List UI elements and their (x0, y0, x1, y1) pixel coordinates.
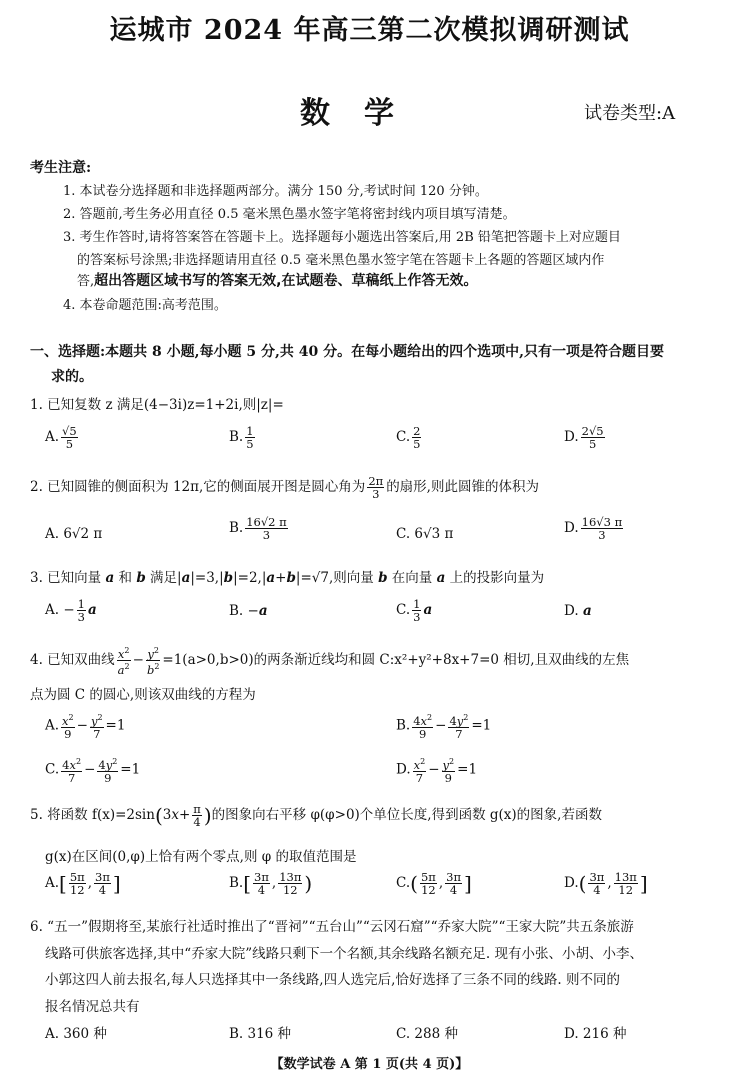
notice-item-4: 4. 本卷命题范围:高考范围。 (63, 298, 227, 313)
section-heading-line-2: 求的。 (51, 369, 93, 385)
q3-option-c-fraction: $\frac{1}{3}$ (413, 597, 421, 624)
q6-option-c: C. 288 种 (396, 1026, 458, 1042)
q5-d-frac-1: $\frac{3\pi}{4}$ (589, 870, 605, 897)
question-6-line-4: 报名情况总共有 (45, 999, 140, 1015)
q1-option-c: C. $\frac{2}{5}$ (396, 424, 421, 451)
q4-text-a: 4. 已知双曲线 (30, 651, 115, 668)
q3-option-a: A. − $\frac{1}{3}$ a (45, 597, 97, 624)
question-3: 3. 已知向量 a 和 b 满足|a|=3,|b|=2,|a+b|=√7,则向量 b 在向量 a 上的投影向量为 (30, 570, 545, 586)
q5-c-frac-1: $\frac{5\pi}{12}$ (420, 870, 436, 897)
q3-option-a-fraction: $\frac{1}{3}$ (77, 597, 85, 624)
q4-option-b-frac-1: $\frac{4x^2}{9}$ (413, 713, 433, 741)
q5-a-frac-1: $\frac{5\pi}{12}$ (69, 870, 85, 897)
q2-option-a: A. 6√2 π (45, 526, 103, 542)
q5-b-frac-1: $\frac{3\pi}{4}$ (254, 870, 269, 897)
q4-option-c-frac-1: $\frac{4x^2}{7}$ (62, 757, 82, 785)
exam-title: 运城市 2024 年高三第二次模拟调研测试 (109, 15, 630, 46)
notice-item-3-bold: 超出答题区域书写的答案无效,在试题卷、草稿纸上作答无效。 (94, 273, 478, 289)
q5-option-a: A.[ $\frac{5\pi}{12}$ , $\frac{3\pi}{4}$ ] (45, 870, 121, 897)
q5-option-c: C.( $\frac{5\pi}{12}$ , $\frac{3\pi}{4}$ ] (396, 870, 472, 897)
q1-option-d-fraction: $\frac{2√5}{5}$ (581, 424, 604, 451)
notice-item-3-line-3 (77, 270, 477, 290)
q1-option-c-fraction: $\frac{2}{5}$ (413, 424, 421, 451)
q1-option-a: A. $\frac{√5}{5}$ (45, 424, 77, 451)
notice-item-3-prefix: 答, (77, 274, 95, 289)
q4-option-c-frac-2: $\frac{4y^2}{9}$ (98, 757, 118, 785)
q4-option-a-frac-1: $\frac{x^2}{9}$ (62, 713, 74, 741)
question-5-line-2: g(x)在区间(0,φ)上恰有两个零点,则 φ 的取值范围是 (45, 849, 357, 865)
q5-a-frac-2: $\frac{3\pi}{4}$ (95, 870, 110, 897)
q2-option-b: B. $\frac{16√2 \pi}{3}$ (229, 515, 287, 542)
q1-option-b-fraction: $\frac{1}{5}$ (246, 424, 254, 451)
question-4-line-1: 4. 已知双曲线 $\frac{x^2}{a^2}$ − $\frac{y^2}{b^2}$ =1(a>0,b>0)的两条渐近线均和圆 C:x²+y²+8x+7=0 相切,且双曲线的左焦 (30, 646, 630, 677)
question-1: 1. 已知复数 z 满足(4−3i)z=1+2i,则|z|= (30, 397, 284, 413)
q1-option-b: B. $\frac{1}{5}$ (229, 424, 254, 451)
q4-y-fraction: $\frac{y^2}{b^2}$ (146, 646, 160, 677)
question-4-line-2: 点为圆 C 的圆心,则该双曲线的方程为 (30, 687, 256, 703)
question-2 (30, 475, 539, 500)
q2-angle-fraction: $\frac{2\pi}{3}$ (368, 474, 384, 501)
paper-type: 试卷类型:A (584, 103, 676, 124)
notice-item-2: 2. 答题前,考生务必用直径 0.5 毫米黑色墨水签字笔将密封线内项目填写清楚。 (63, 207, 516, 222)
q4-option-c: C. $\frac{4x^2}{7}$ − $\frac{4y^2}{9}$ =1 (45, 757, 141, 785)
page-footer: 【数学试卷 A 第 1 页(共 4 页)】 (270, 1057, 469, 1072)
q6-option-d: D. 216 种 (564, 1026, 627, 1042)
q2-option-c: C. 6√3 π (396, 526, 454, 542)
notice-item-3-line-2: 的答案标号涂黑;非选择题请用直径 0.5 毫米黑色墨水签字笔在答题卡上各题的答题区域内作 (77, 253, 605, 268)
q4-option-d: D. $\frac{x^2}{7}$ − $\frac{y^2}{9}$ =1 (396, 757, 478, 785)
q5-text-b: 的图象向右平移 φ(φ>0)个单位长度,得到函数 g(x)的图象,若函数 (211, 807, 602, 823)
notice-heading: 考生注意: (30, 160, 92, 176)
q4-option-a: A. $\frac{x^2}{9}$ − $\frac{y^2}{7}$ =1 (45, 713, 126, 741)
q5-d-frac-2: $\frac{13\pi}{12}$ (614, 870, 637, 897)
q5-pi-fraction: $\frac{\pi}{4}$ (193, 802, 201, 829)
q2-option-d: D. $\frac{16√3 \pi}{3}$ (564, 515, 623, 542)
q2-option-d-fraction: $\frac{16√3 \pi}{3}$ (581, 515, 623, 542)
q4-x-fraction: $\frac{x^2}{a^2}$ (117, 646, 130, 677)
q5-text-a: 5. 将函数 f(x)=2sin (30, 807, 155, 823)
q6-option-b: B. 316 种 (229, 1026, 292, 1042)
q2-text-b: 的扇形,则此圆锥的体积为 (386, 479, 539, 495)
question-6-line-3: 小郭这四人前去报名,每人只选择其中一条线路,四人选完后,恰好选择了三条不同的线路. 则不同的 (45, 972, 620, 988)
q3-option-d: D. a (564, 603, 592, 619)
q5-option-d: D.( $\frac{3\pi}{4}$ , $\frac{13\pi}{12}$ ] (564, 870, 648, 897)
q5-b-frac-2: $\frac{13\pi}{12}$ (279, 870, 302, 897)
q4-option-b: B. $\frac{4x^2}{9}$ − $\frac{4y^2}{7}$ =1 (396, 713, 492, 741)
notice-item-3-line-1: 3. 考生作答时,请将答案答在答题卡上。选择题每小题选出答案后,用 2B 铅笔把答题卡上对应题目 (63, 230, 621, 245)
section-heading-line-1: 一、选择题:本题共 8 小题,每小题 5 分,共 40 分。在每小题给出的四个选项中,只有一项是符合题目要 (30, 344, 664, 360)
question-5-line-1: 5. 将函数 f(x)=2sin(3x+ $\frac{\pi}{4}$ )的图象向右平移 φ(φ>0)个单位长度,得到函数 g(x)的图象,若函数 (30, 802, 602, 829)
q2-text-a: 2. 已知圆锥的侧面积为 12π,它的侧面展开图是圆心角为 (30, 479, 366, 495)
q6-option-a: A. 360 种 (45, 1026, 107, 1042)
q1-option-a-fraction: $\frac{√5}{5}$ (62, 424, 77, 451)
q3-option-c: C. $\frac{1}{3}$ a (396, 597, 433, 624)
q1-option-d: D. $\frac{2√5}{5}$ (564, 424, 604, 451)
subject-title: 数学 (300, 96, 428, 131)
q4-option-d-frac-1: $\frac{x^2}{7}$ (413, 757, 426, 785)
q4-option-d-frac-2: $\frac{y^2}{9}$ (442, 757, 455, 785)
q4-text-b: =1(a>0,b>0)的两条渐近线均和圆 C:x²+y²+8x+7=0 相切,且双曲线的左焦 (162, 651, 630, 668)
q5-c-frac-2: $\frac{3\pi}{4}$ (446, 870, 461, 897)
notice-item-1: 1. 本试卷分选择题和非选择题两部分。满分 150 分,考试时间 120 分钟。 (63, 184, 488, 199)
q3-option-b: B. −a (229, 603, 268, 619)
question-6-line-1: 6. “五一”假期将至,某旅行社适时推出了“晋祠”“五台山”“云冈石窟”“乔家大院”“王家大院”共五条旅游 (30, 919, 634, 935)
q5-option-b: B.[ $\frac{3\pi}{4}$ , $\frac{13\pi}{12}$ ) (229, 870, 313, 897)
q4-option-a-frac-2: $\frac{y^2}{7}$ (90, 713, 103, 741)
q2-option-b-fraction: $\frac{16√2 \pi}{3}$ (246, 515, 287, 542)
q4-option-b-frac-2: $\frac{4y^2}{7}$ (449, 713, 469, 741)
question-6-line-2: 线路可供旅客选择,其中“乔家大院”线路只剩下一个名额,其余线路名额充足. 现有小张、小胡、小李、 (45, 946, 643, 962)
